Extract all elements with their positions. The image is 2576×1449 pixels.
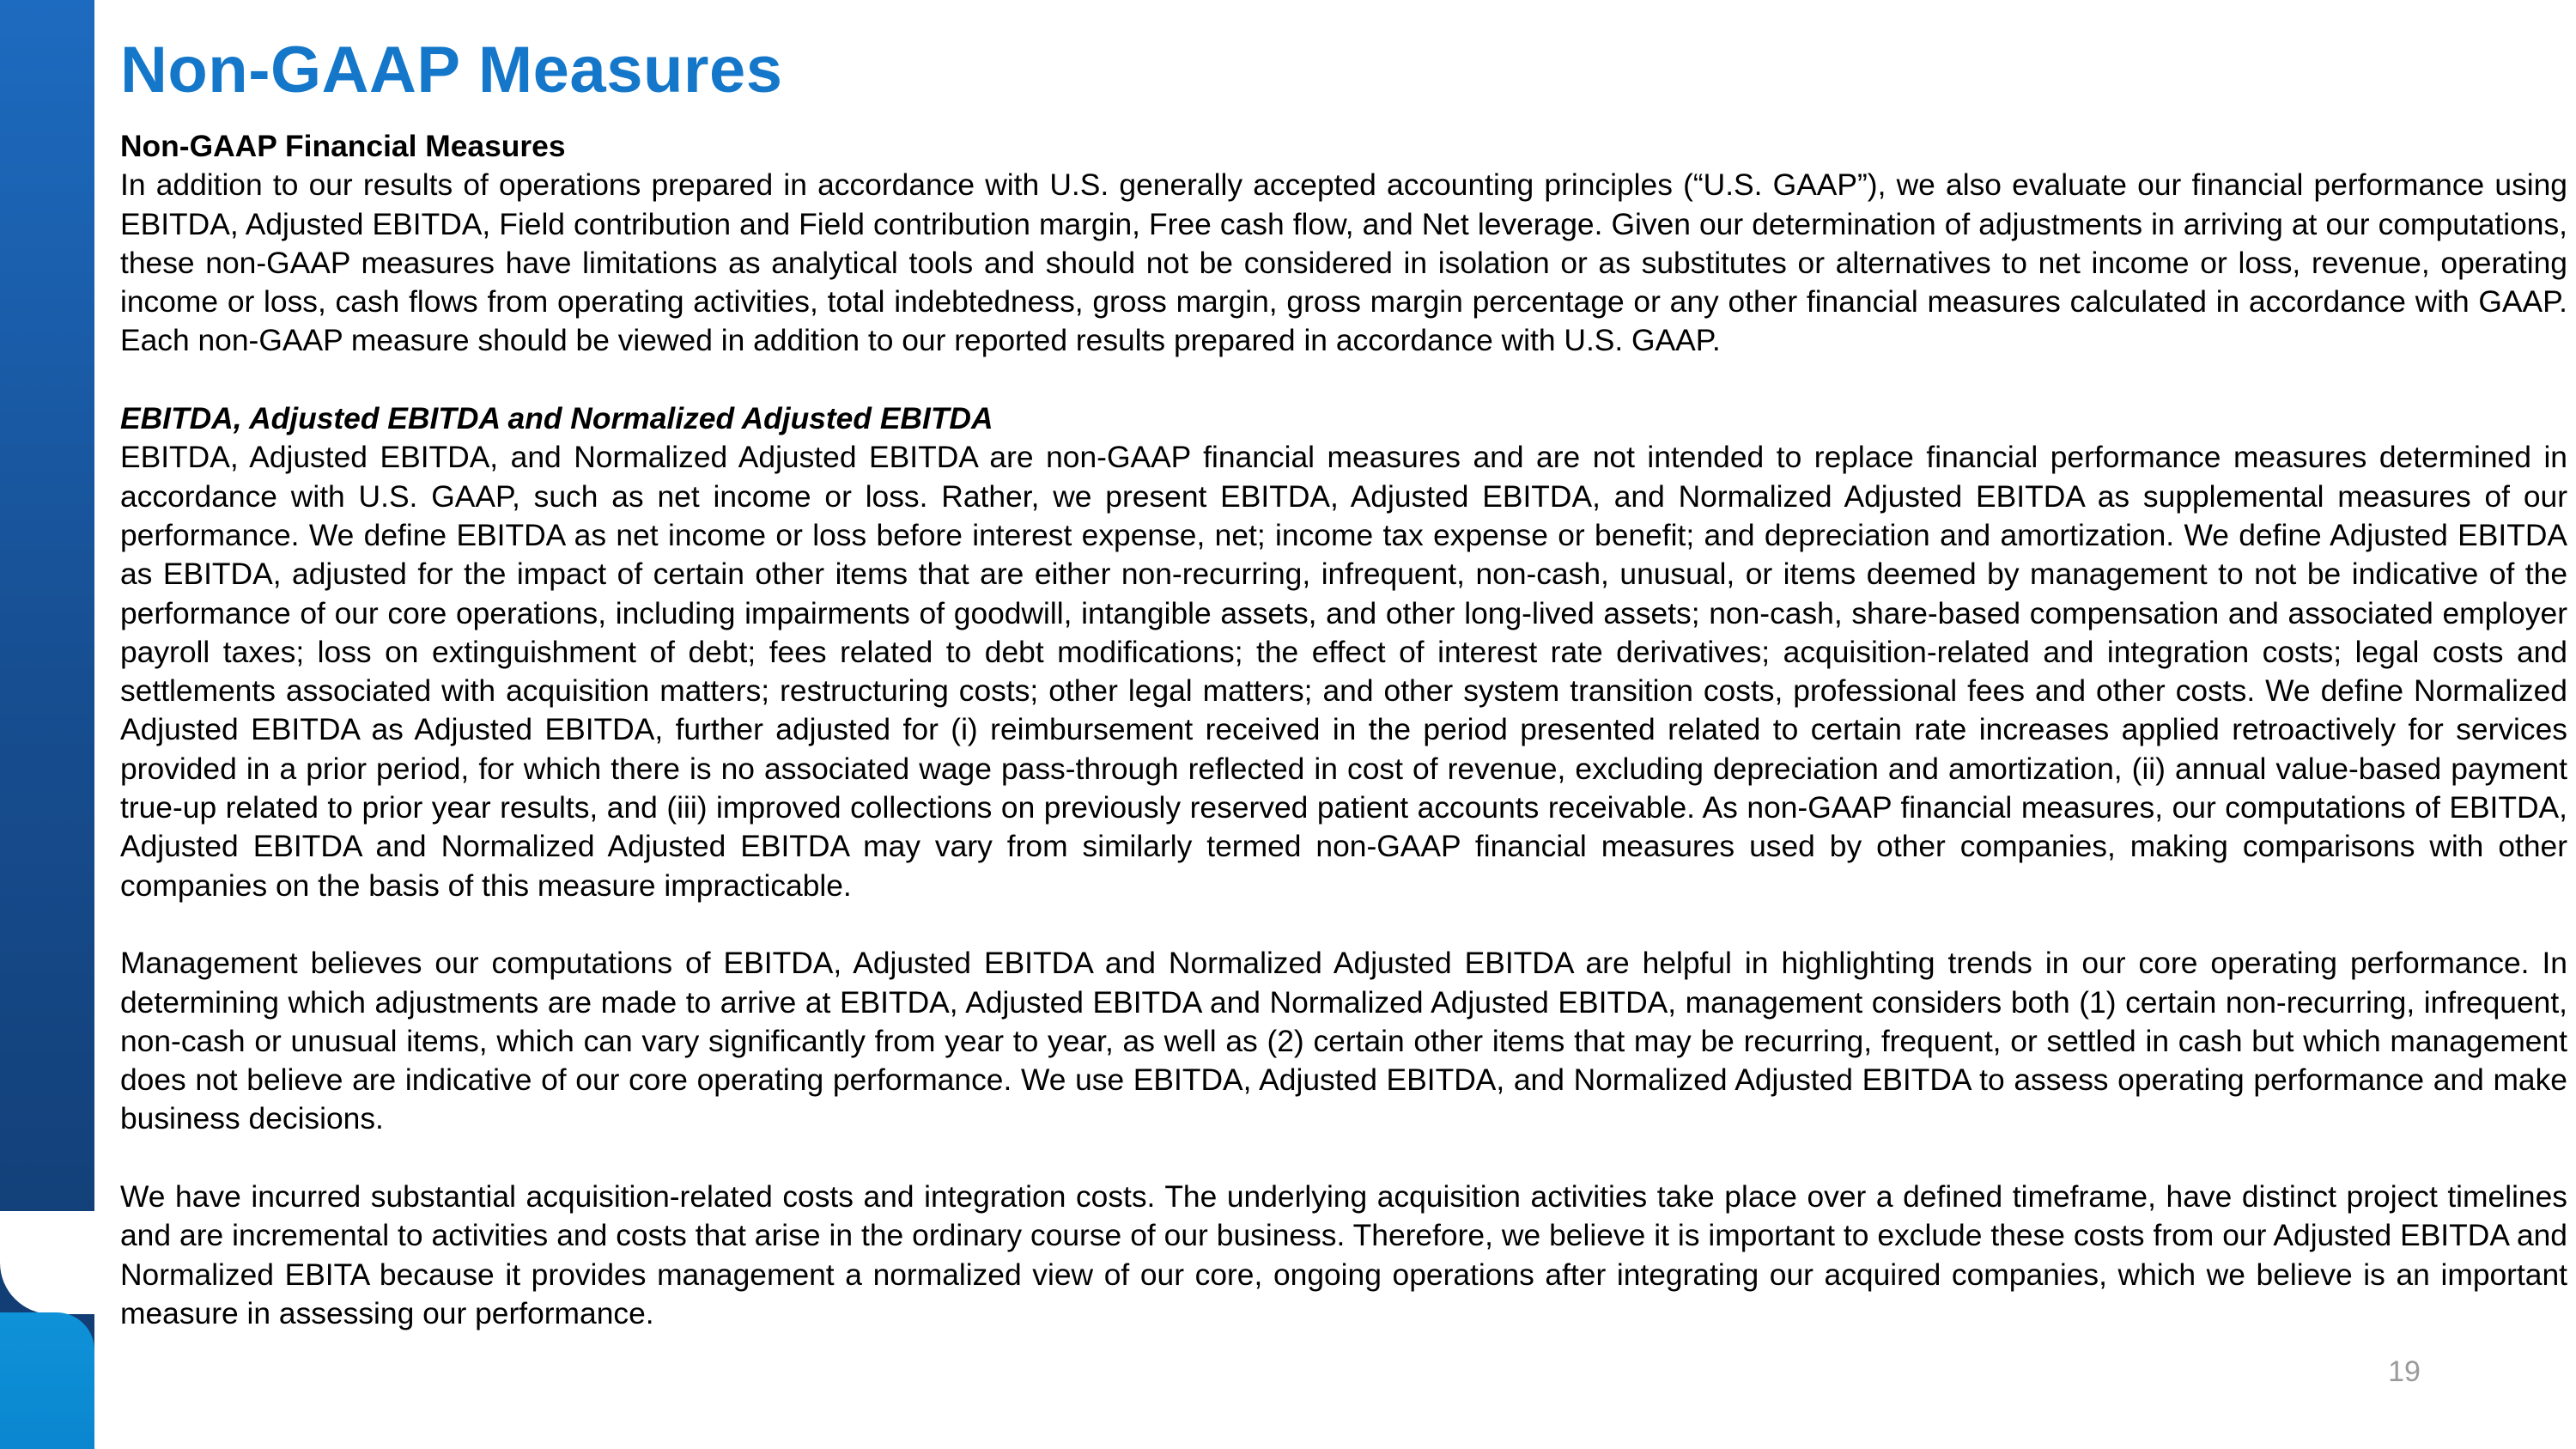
- left-accent-bar-bottom: [0, 1312, 94, 1449]
- slide-body: [120, 127, 2567, 1373]
- page-number: 19: [2388, 1355, 2421, 1388]
- left-accent-bar-notch: [0, 1211, 94, 1314]
- paragraph-ebitda-definitions: EBITDA, Adjusted EBITDA, and Normalized Adjusted EBITDA are non-GAAP financial measures and are not intended to replace financial performance measures determined in accordance with U.S. GAAP, such as net income or loss. Rather, we present EBITDA, Adjusted EBITDA, and Normalized Adjusted EBITDA as supplemental measures of our performance. We define EBITDA as net income or loss before interest expense, net; income tax expense or benefit; and depreciation and amortization. We define Adjusted EBITDA as EBITDA, adjusted for the impact of certain other items that are either non-recurring, infrequent, non-cash, unusual, or items deemed by management to not be indicative of the performance of our core operations, including impairments of goodwill, intangible assets, and other long-lived assets; non-cash, share-based compensation and associated employer payroll taxes; loss on extinguishment of debt; fees related to debt modifications; the effect of interest rate derivatives; acquisition-related and integration costs; legal costs and settlements associated with acquisition matters; restructuring costs; other legal matters; and other system transition costs, professional fees and other costs. We define Normalized Adjusted EBITDA as Adjusted EBITDA, further adjusted for (i) reimbursement received in the period presented related to certain rate increases applied retroactively for services provided in a prior period, for which there is no associated wage pass-through reflected in cost of revenue, excluding depreciation and amortization, (ii) annual value-based payment true-up related to prior year results, and (iii) improved collections on previously reserved patient accounts receivable. As non-GAAP financial measures, our computations of EBITDA, Adjusted EBITDA and Normalized Adjusted EBITDA may vary from similarly termed non-GAAP financial measures used by other companies, making comparisons with other companies on the basis of this measure impracticable.: [120, 440, 2567, 903]
- paragraph-non-gaap-intro: In addition to our results of operations prepared in accordance with U.S. generally accepted accounting principles (“U.S. GAAP”), we also evaluate our financial performance using EBITDA, Adjusted EBITDA, Field contribution and Field contribution margin, Free cash flow, and Net leverage. Given our determination of adjustments in arriving at our computations, these non-GAAP measures have limitations as analytical tools and should not be considered in isolation or as substitutes or alternatives to net income or loss, revenue, operating income or loss, cash flows from operating activities, total indebtedness, gross margin, gross margin percentage or any other financial measures calculated in accordance with GAAP. Each non-GAAP measure should be viewed in addition to our reported results prepared in accordance with U.S. GAAP.: [120, 167, 2567, 358]
- section-heading-non-gaap-financial-measures: Non-GAAP Financial Measures: [120, 129, 566, 163]
- paragraph-acquisition-costs: We have incurred substantial acquisition-related costs and integration costs. The underlying acquisition activities take place over a defined timeframe, have distinct project timelines and are incremental to activities and costs that arise in the ordinary course of our business. Therefore, we believe it is important to exclude these costs from our Adjusted EBITDA and Normalized EBITA because it provides management a normalized view of our core, ongoing operations after integrating our acquired companies, which we believe is an important measure in assessing our performance.: [120, 1179, 2567, 1330]
- paragraph-management-beliefs: Management believes our computations of EBITDA, Adjusted EBITDA and Normalized Adjusted EBITDA are helpful in highlighting trends in our core operating performance. In determining which adjustments are made to arrive at EBITDA, Adjusted EBITDA and Normalized Adjusted EBITDA, management considers both (1) certain non-recurring, infrequent, non-cash or unusual items, which can vary significantly from year to year, as well as (2) certain other items that may be recurring, frequent, or settled in cash but which management does not believe are indicative of our core operating performance. We use EBITDA, Adjusted EBITDA, and Normalized Adjusted EBITDA to assess operating performance and make business decisions.: [120, 946, 2567, 1136]
- section-heading-ebitda: EBITDA, Adjusted EBITDA and Normalized Adjusted EBITDA: [120, 401, 993, 436]
- slide-title: Non-GAAP Measures: [120, 33, 783, 107]
